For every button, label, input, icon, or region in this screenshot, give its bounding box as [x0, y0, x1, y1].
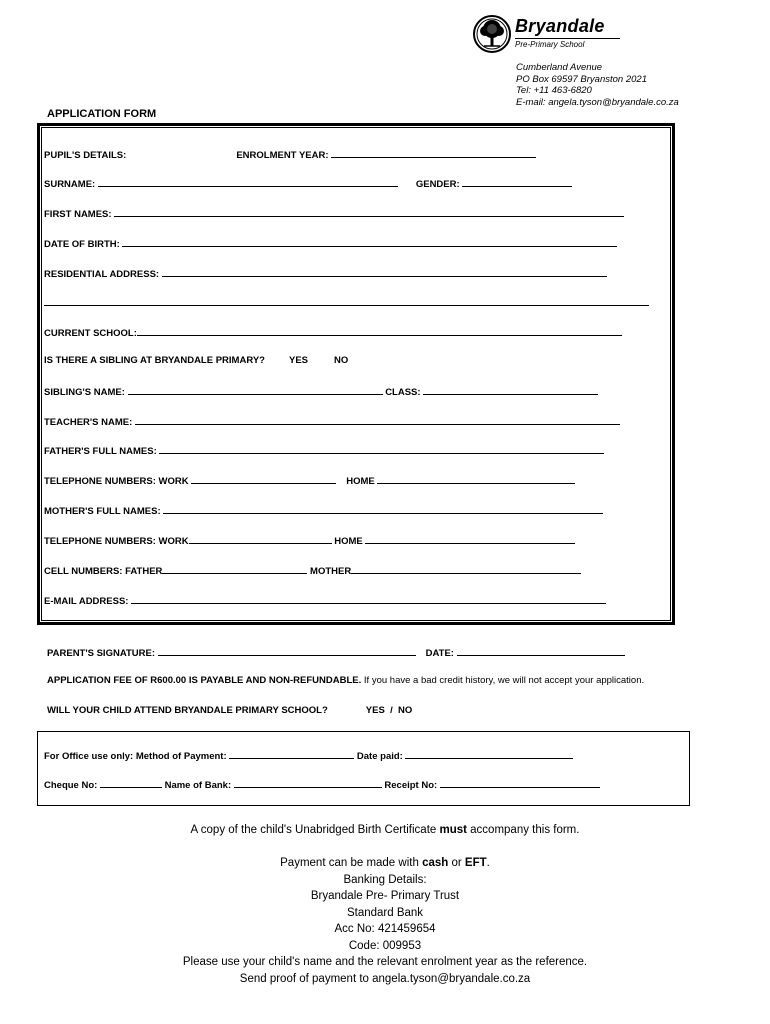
trust-name: Bryandale Pre- Primary Trust	[310, 890, 460, 902]
banking-details-label: Banking Details:	[343, 873, 427, 886]
first-names-field[interactable]	[114, 207, 624, 217]
parents-signature-field[interactable]	[158, 646, 416, 656]
residential-address-label: RESIDENTIAL ADDRESS:	[44, 269, 160, 280]
office-use-box	[37, 731, 690, 806]
cheque-no-label: Cheque No:	[44, 780, 98, 791]
telephone-work-label-1: TELEPHONE NUMBERS: WORK	[44, 476, 189, 487]
row-office-payment	[44, 749, 573, 762]
class-label: CLASS:	[385, 387, 421, 398]
date-paid-field[interactable]	[405, 749, 573, 759]
mother-work-phone-field[interactable]	[189, 534, 332, 544]
email-address-field[interactable]	[131, 594, 606, 604]
cheque-no-field[interactable]	[100, 778, 162, 788]
row-signature	[47, 646, 625, 659]
payment-methods-line	[0, 855, 770, 872]
row-address-continued	[44, 296, 649, 309]
residential-address-field-2[interactable]	[44, 296, 649, 306]
father-cell-field[interactable]	[162, 564, 307, 574]
row-pupils-details	[44, 148, 536, 161]
branch-code: Code: 009953	[348, 939, 422, 952]
telephone-work-label-2: TELEPHONE NUMBERS: WORK	[44, 536, 189, 547]
fee-bold-text: APPLICATION FEE OF R600.00 IS PAYABLE AND NON-REFUNDABLE.	[47, 675, 362, 686]
sibling-question-label: IS THERE A SIBLING AT BRYANDALE PRIMARY?	[44, 355, 265, 366]
gender-field[interactable]	[462, 177, 572, 187]
attend-question-label: WILL YOUR CHILD ATTEND BRYANDALE PRIMARY SCHOOL?	[47, 705, 328, 716]
tree-emblem-icon	[472, 14, 512, 54]
gender-label: GENDER:	[415, 179, 460, 190]
birth-certificate-note	[0, 822, 770, 839]
mother-cell-field[interactable]	[351, 564, 581, 574]
payment-text-end: .	[486, 857, 490, 869]
current-school-label: CURRENT SCHOOL:	[44, 328, 137, 339]
payment-cash: cash	[422, 857, 449, 869]
row-residential-address	[44, 267, 607, 280]
name-of-bank-field[interactable]	[234, 778, 382, 788]
home-label-1: HOME	[346, 476, 375, 487]
row-email-address	[44, 594, 606, 607]
payment-text-pre: Payment can be made with	[280, 857, 423, 869]
first-names-label: FIRST NAMES:	[44, 209, 112, 220]
proof-of-payment-instruction: Send proof of payment to angela.tyson@bryandale.co.za	[239, 972, 531, 985]
mother-home-phone-field[interactable]	[365, 534, 575, 544]
home-label-2: HOME	[334, 536, 363, 547]
cell-numbers-father-label: CELL NUMBERS: FATHER	[44, 566, 163, 577]
brand-name: Bryandale	[515, 16, 605, 36]
mothers-full-names-label: MOTHER'S FULL NAMES:	[44, 506, 161, 517]
account-number: Acc No: 421459654	[334, 923, 436, 935]
surname-field[interactable]	[98, 177, 398, 187]
row-cell-numbers	[44, 564, 581, 577]
row-siblings-name	[44, 385, 598, 398]
school-address	[516, 62, 679, 108]
cell-mother-label: MOTHER	[310, 566, 352, 577]
receipt-no-field[interactable]	[440, 778, 600, 788]
email-address-label: E-MAIL ADDRESS:	[44, 596, 129, 607]
fee-rest-text: If you have a bad credit history, we will not accept your application.	[361, 675, 645, 686]
certificate-text-pre: A copy of the child's Unabridged Birth Certificate	[190, 824, 440, 836]
form-title: APPLICATION FORM	[47, 108, 157, 120]
signature-date-label: DATE:	[425, 648, 454, 659]
brand-subtitle: Pre-Primary School	[515, 40, 585, 49]
payment-details	[0, 855, 770, 987]
row-current-school	[44, 326, 622, 339]
teachers-name-field[interactable]	[135, 415, 620, 425]
row-sibling-question	[44, 355, 348, 366]
method-of-payment-field[interactable]	[229, 749, 354, 759]
enrolment-year-label: ENROLMENT YEAR:	[236, 150, 329, 161]
certificate-text-post: accompany this form.	[466, 824, 580, 836]
father-home-phone-field[interactable]	[377, 474, 575, 484]
row-fathers-names	[44, 444, 604, 457]
row-teachers-name	[44, 415, 620, 428]
fathers-full-names-label: FATHER'S FULL NAMES:	[44, 446, 157, 457]
logo-divider	[515, 38, 620, 39]
current-school-field[interactable]	[137, 326, 622, 336]
row-mother-telephone	[44, 534, 575, 547]
address-line-street: Cumberland Avenue	[516, 62, 603, 73]
receipt-no-label: Receipt No:	[384, 780, 438, 791]
school-logo	[472, 14, 712, 58]
row-date-of-birth	[44, 237, 617, 250]
row-attend-question	[47, 705, 412, 716]
row-first-names	[44, 207, 624, 220]
row-office-cheque	[44, 778, 600, 791]
teachers-name-label: TEACHER'S NAME:	[44, 417, 133, 428]
signature-date-field[interactable]	[457, 646, 625, 656]
date-paid-label: Date paid:	[356, 751, 403, 762]
father-work-phone-field[interactable]	[191, 474, 336, 484]
sibling-no-option[interactable]: NO	[334, 355, 349, 366]
sibling-yes-option[interactable]: YES	[288, 355, 308, 366]
siblings-name-label: SIBLING'S NAME:	[44, 387, 125, 398]
residential-address-field[interactable]	[162, 267, 607, 277]
address-line-tel: Tel: +11 463-6820	[516, 85, 592, 96]
fathers-full-names-field[interactable]	[159, 444, 604, 454]
row-father-telephone	[44, 474, 575, 487]
date-of-birth-label: DATE OF BIRTH:	[44, 239, 120, 250]
pupils-details-label: PUPIL'S DETAILS:	[44, 150, 127, 161]
office-use-label: For Office use only: Method of Payment:	[44, 751, 227, 762]
date-of-birth-field[interactable]	[122, 237, 617, 247]
name-of-bank-label: Name of Bank:	[164, 780, 232, 791]
row-surname	[44, 177, 572, 190]
payment-text-or: or	[448, 857, 465, 869]
class-field[interactable]	[423, 385, 598, 395]
row-mothers-names	[44, 504, 603, 517]
address-line-pobox: PO Box 69597 Bryanston 2021	[516, 73, 647, 85]
payment-eft: EFT	[464, 857, 487, 869]
bank-name: Standard Bank	[346, 906, 424, 919]
parents-signature-label: PARENT'S SIGNATURE:	[47, 648, 155, 659]
certificate-text-bold: must	[439, 824, 467, 836]
enrolment-year-field[interactable]	[331, 148, 536, 158]
pupil-details-box	[37, 123, 675, 625]
reference-instruction: Please use your child's name and the relevant enrolment year as the reference.	[182, 956, 588, 968]
application-fee-note	[47, 674, 727, 687]
mothers-full-names-field[interactable]	[163, 504, 603, 514]
surname-label: SURNAME:	[44, 179, 96, 190]
attend-yes-no-option[interactable]: YES / NO	[365, 705, 413, 716]
siblings-name-field[interactable]	[128, 385, 383, 395]
address-line-email: E-mail: angela.tyson@bryandale.co.za	[516, 96, 679, 108]
